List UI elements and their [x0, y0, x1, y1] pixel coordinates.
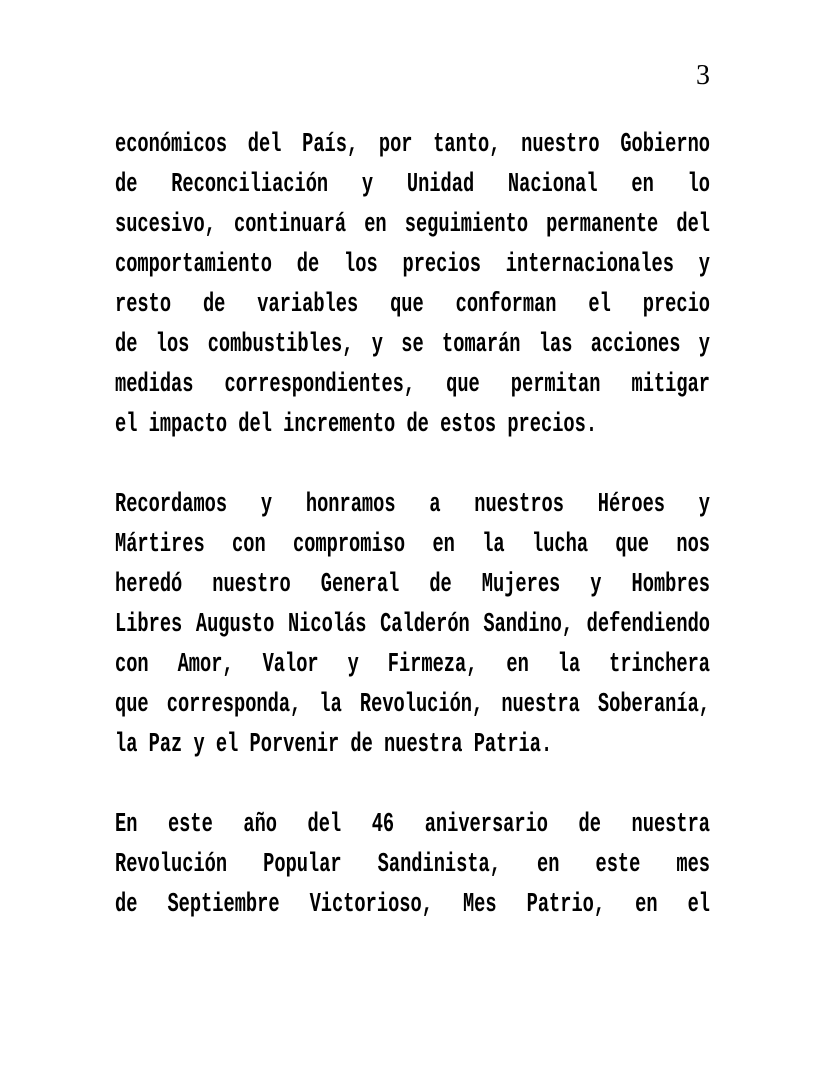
text-line: el impacto del incremento de estos precios.	[115, 410, 598, 440]
text-line: de los combustibles, y se tomarán las acciones y	[115, 330, 710, 360]
text-line: la Paz y el Porvenir de nuestra Patria.	[115, 730, 553, 760]
paragraph	[115, 125, 710, 445]
text-line: resto de variables que conforman el precio	[115, 290, 710, 320]
text-line: de Reconciliación y Unidad Nacional en lo	[115, 170, 710, 200]
text-line: comportamiento de los precios internacionales y	[115, 250, 710, 280]
paragraph	[115, 485, 710, 765]
text-line: que corresponda, la Revolución, nuestra Soberanía,	[115, 690, 710, 720]
text-line: Libres Augusto Nicolás Calderón Sandino, defendiendo	[115, 610, 710, 640]
text-line: de Septiembre Victorioso, Mes Patrio, en el	[115, 890, 710, 920]
paragraph	[115, 805, 710, 925]
text-line: Revolución Popular Sandinista, en este mes	[115, 850, 710, 880]
text-line: económicos del País, por tanto, nuestro Gobierno	[115, 130, 710, 160]
text-line: con Amor, Valor y Firmeza, en la trinchera	[115, 650, 710, 680]
text-line: heredó nuestro General de Mujeres y Hombres	[115, 570, 710, 600]
document-body-text	[115, 125, 710, 965]
text-line: Mártires con compromiso en la lucha que nos	[115, 530, 710, 560]
page-number: 3	[696, 60, 710, 91]
text-line: medidas correspondientes, que permitan mitigar	[115, 370, 710, 400]
text-line: sucesivo, continuará en seguimiento permanente del	[115, 210, 710, 240]
text-line: En este año del 46 aniversario de nuestra	[115, 810, 710, 840]
text-line: Recordamos y honramos a nuestros Héroes y	[115, 490, 710, 520]
